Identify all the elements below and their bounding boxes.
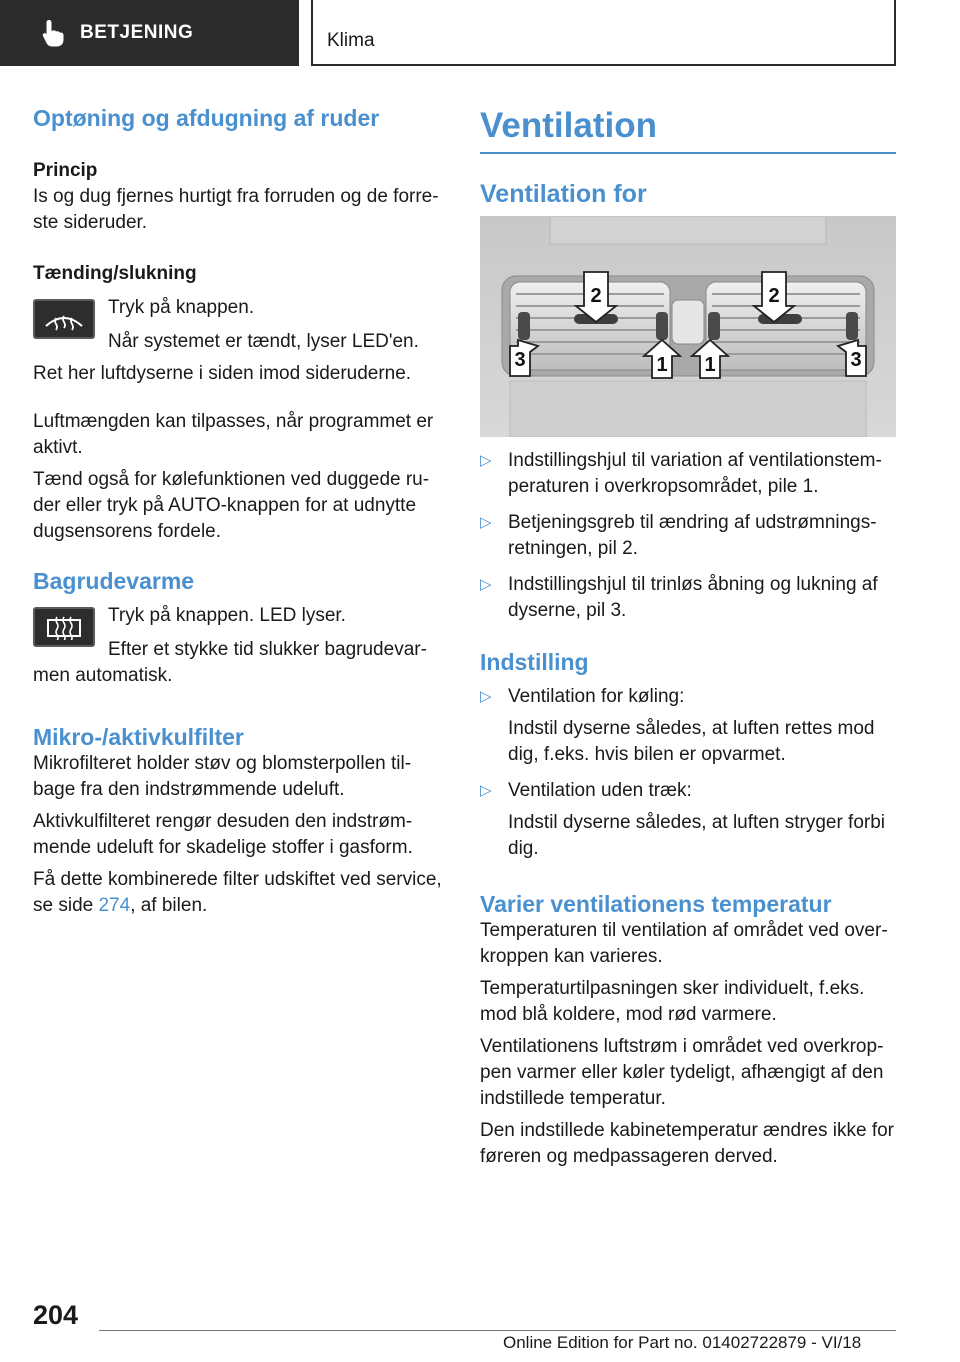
filter-heading: Mikro-/aktivkulfilter (33, 724, 244, 750)
arrow-label-1b: 1 (704, 354, 716, 376)
onoff-line3: Ret her luftdyserne i siden imod sideruderne. (33, 363, 412, 384)
right-column-lower (480, 448, 896, 1170)
arrow-label-2a: 2 (590, 285, 602, 307)
airflow-text: Luftmængden kan tilpasses, når programmet er aktivt. (33, 411, 434, 458)
list-item (480, 684, 896, 768)
arrow-label-3a: 3 (514, 349, 526, 371)
arrow-label-2b: 2 (768, 285, 780, 307)
rear-window-defrost-icon (42, 616, 86, 640)
rear-heading: Bagrudevarme (33, 568, 195, 594)
windshield-defrost-button-image (33, 299, 95, 339)
section-tab[interactable] (0, 0, 299, 66)
cooling-text: Tænd også for kølefunktionen ved duggede ru-der eller tryk på AUTO-knappen for at udnytte dugsensorens fordele. (33, 469, 430, 542)
defog-heading: Optøning og afdugning af ruder (33, 105, 380, 131)
list-item-text: Indstillingshjul til trinløs åbning og lukning af dyserne, pil 3. (508, 574, 878, 621)
vent-parts-list (480, 448, 896, 624)
filter-text2: Aktivkulfilteret rengør desuden den indstrøm-mende udeluft for skadelige stoffer i gasform. (33, 811, 413, 858)
setting-title: Ventilation for køling: (508, 686, 685, 707)
left-column (33, 96, 443, 919)
triangle-right-icon: ▷ (480, 514, 492, 531)
triangle-right-icon: ▷ (480, 782, 492, 799)
list-item (480, 510, 896, 562)
list-item-text: Indstillingshjul til variation af ventilationstem-peraturen i overkropsområdet, pile 1. (508, 450, 882, 497)
arrow-label-1a: 1 (656, 354, 668, 376)
setting-text: Indstil dyserne således, at luften stryger forbi dig. (508, 812, 886, 859)
list-item-text: Betjeningsgreb til ændring af udstrømnings-retningen, pil 2. (508, 512, 877, 559)
setting-heading: Indstilling (480, 649, 589, 675)
edition-text: Online Edition for Part no. 01402722879 - VI/18 (503, 1333, 862, 1352)
rear-window-defrost-button-image (33, 607, 95, 647)
setting-title: Ventilation uden træk: (508, 780, 692, 801)
list-item (480, 778, 896, 862)
windshield-defrost-icon (42, 308, 86, 332)
list-item (480, 572, 896, 624)
vary-text1: Temperaturen til ventilation af området ved over-kroppen kan varieres. (480, 920, 888, 967)
chapter-label: Klima (327, 30, 375, 51)
rear-defrost-instruction (33, 603, 443, 689)
defrost-instruction (33, 295, 443, 355)
onoff-line2: Når systemet er tændt, lyser LED'en. (108, 331, 419, 352)
section-label: BETJENING (80, 22, 194, 43)
vary-text3: Ventilationens luftstrøm i området ved overkrop-pen varmer eller køler tydeligt, afhængigt af den indstillede temperatur. (480, 1036, 884, 1109)
ventilation-for-heading: Ventilation for (480, 180, 647, 208)
air-vents-illustration (480, 216, 896, 437)
setting-text: Indstil dyserne således, at luften rettes mod dig, f.eks. hvis bilen er opvarmet. (508, 718, 875, 765)
onoff-heading: Tænding/slukning (33, 263, 197, 284)
footer-rule (99, 1330, 896, 1331)
hand-pointer-icon (40, 18, 66, 48)
filter-text3-pre: Få dette kombinerede filter udskiftet ved service, se side (33, 869, 442, 916)
filter-text3 (33, 867, 443, 919)
arrow-label-3b: 3 (850, 349, 862, 371)
triangle-right-icon: ▷ (480, 576, 492, 593)
principle-text: Is og dug fjernes hurtigt fra forruden og de forre-ste sideruder. (33, 186, 439, 233)
page-link-274[interactable]: 274 (98, 895, 131, 916)
chapter-header (311, 0, 896, 66)
right-column (480, 96, 896, 210)
filter-text1: Mikrofilteret holder støv og blomsterpollen til-bage fra den indstrømmende udeluft. (33, 753, 412, 800)
principle-heading: Princip (33, 160, 98, 181)
vary-text4: Den indstillede kabinetemperatur ændres ikke for føreren og medpassageren derved. (480, 1120, 894, 1167)
page-title: Ventilation (480, 106, 657, 145)
page-number: 204 (33, 1300, 79, 1330)
rear-line2: Efter et stykke tid slukker bagrudevar-men automatisk. (33, 639, 427, 686)
rear-line1: Tryk på knappen. LED lyser. (108, 605, 346, 626)
triangle-right-icon: ▷ (480, 688, 492, 705)
setting-list (480, 684, 896, 862)
vary-text2: Temperaturtilpasningen sker individuelt, f.eks. mod blå koldere, mod rød varmere. (480, 978, 865, 1025)
list-item (480, 448, 896, 500)
onoff-line1: Tryk på knappen. (108, 297, 255, 318)
filter-text3-post: , af bilen. (130, 895, 208, 916)
vary-heading: Varier ventilationens temperatur (480, 891, 832, 917)
air-vents-figure (480, 216, 896, 437)
triangle-right-icon: ▷ (480, 452, 492, 469)
title-rule (480, 152, 896, 154)
